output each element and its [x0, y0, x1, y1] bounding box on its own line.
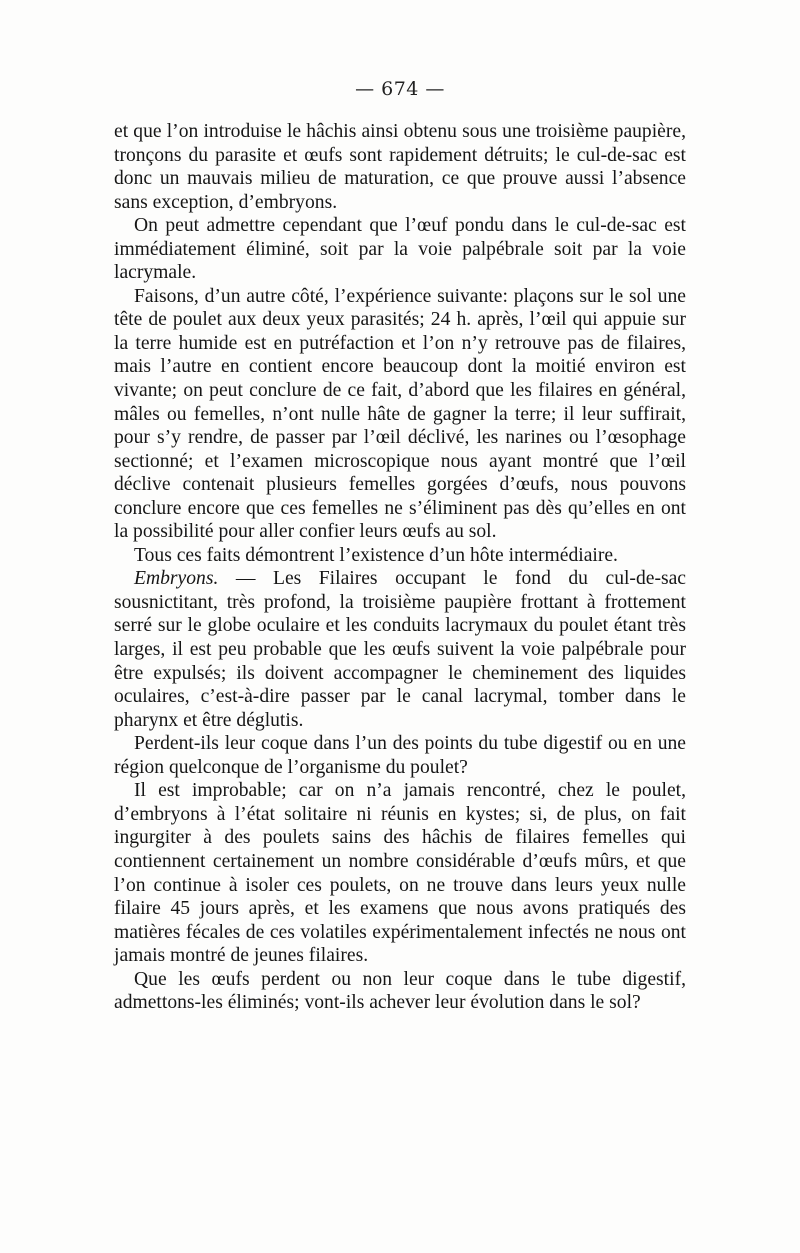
paragraph-5 [114, 567, 686, 732]
paragraph-4: Tous ces faits démontrent l’existence d’un hôte intermédiaire. [134, 544, 618, 566]
paragraph-3: Faisons, d’un autre côté, l’expérience suivante: plaçons sur le sol une tête de poulet aux deux yeux parasités; 24 h. après, l’œil qui appuie sur la terre humide est en putréfaction et l’on n’y retrouve pas de filaires, mais l’autre en contient encore beaucoup dont la moitié environ est vivante; on peut conclure de ce fait, d’abord que les filaires en général, mâles ou femelles, n’ont nulle hâte de gagner la terre; il leur suffirait, pour s’y rendre, de passer par l’œil déclivé, les narines ou l’œsophage sectionné; et l’examen microscopique nous ayant montré que l’œil déclive contenait plusieurs femelles gorgées d’œufs, nous pouvons conclure encore que ces femelles ne s’éliminent pas dès qu’elles en ont la possibilité pour aller confier leurs œufs au sol. [114, 285, 686, 543]
paragraph-6: Perdent-ils leur coque dans l’un des points du tube digestif ou en une région quelconque de l’organisme du poulet? [114, 733, 686, 778]
body-text [114, 120, 686, 1015]
section-heading-embryons: Embryons. [134, 568, 219, 590]
paragraph-8: Que les œufs perdent ou non leur coque dans le tube digestif, admettons-les éliminés; vont-ils achever leur évolution dans le sol? [114, 968, 686, 1014]
paragraph-2: On peut admettre cependant que l’œuf pondu dans le cul-de-sac est immédiatement éliminé, soit par la voie palpébrale soit par la voie lacrymale. [114, 215, 686, 284]
page-number: — 674 — [355, 78, 445, 100]
paragraph-1: et que l’on introduise le hâchis ainsi obtenu sous une troisième paupière, tronçons du parasite et œufs sont rapidement détruits; le cul-de-sac est donc un mauvais milieu de maturation, ce que prouve aussi l’absence sans exception, d’embryons. [114, 121, 686, 213]
paragraph-5-text: — Les Filaires occupant le fond du cul-de-sac sousnictitant, très profond, la troisième paupière frottant à frottement serré sur le globe oculaire et les conduits lacrymaux du poulet étant très larges, il est peu probable que les œufs suivent la voie palpébrale pour être expulsés; ils doivent accompagner le cheminement des liquides oculaires, c’est-à-dire passer par le canal lacrymal, tomber dans le pharynx et être déglutis. [114, 568, 686, 731]
paragraph-7: Il est improbable; car on n’a jamais rencontré, chez le poulet, d’embryons à l’état solitaire ni réunis en kystes; si, de plus, on fait ingurgiter à des poulets sains des hâchis de filaires femelles qui contiennent certainement un nombre considérable d’œufs mûrs, et que l’on continue à isoler ces poulets, on ne trouve dans leurs yeux nulle filaire 45 jours après, et les examens que nous avons pratiqués des matières fécales de ces volatiles expérimentalement infectés ne nous ont jamais montré de jeunes filaires. [114, 780, 686, 967]
